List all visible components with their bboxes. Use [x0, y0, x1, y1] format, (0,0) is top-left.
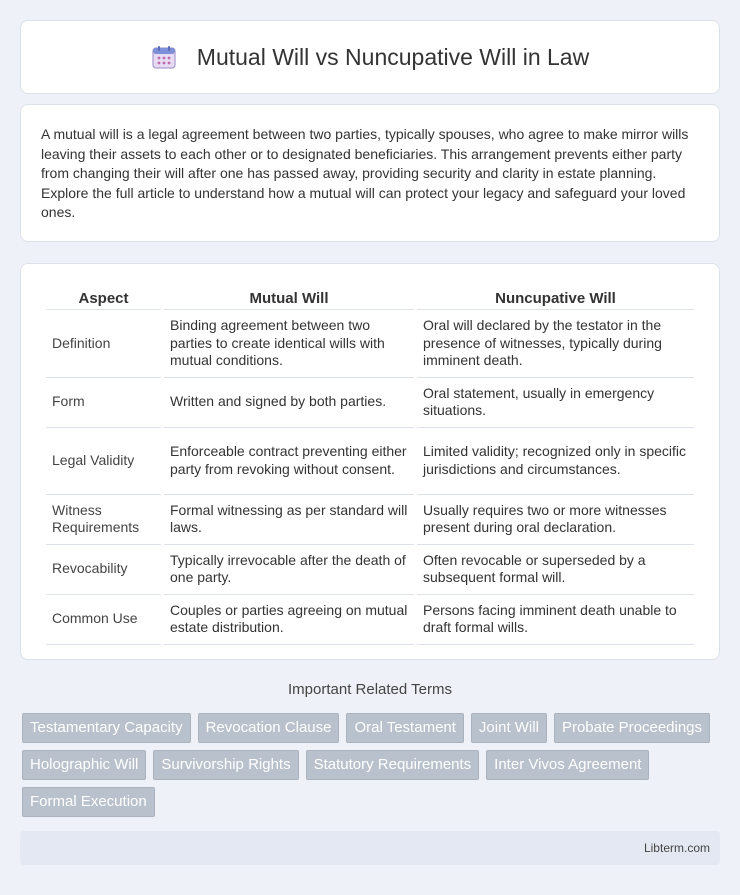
related-term-tag[interactable]: Probate Proceedings: [554, 713, 710, 743]
table-row: [46, 378, 694, 428]
footer-site-link[interactable]: Libterm.com: [643, 841, 710, 855]
nuncupative-will-cell: Oral statement, usually in emergency situations.: [417, 378, 694, 428]
comparison-card: [20, 263, 720, 660]
column-header-mutual-will: Mutual Will: [164, 284, 414, 310]
related-term-tag[interactable]: Joint Will: [471, 713, 547, 743]
table-row: [46, 428, 694, 495]
intro-paragraph: A mutual will is a legal agreement between two parties, typically spouses, who agree to make mirror wills leaving their assets to each other or to designated beneficiaries. This arrangement prevents either party from changing their will after one has passed away, providing security and clarity in estate planning. Explore the full article to understand how a mutual will can protect your legacy and safeguard your loved ones.: [41, 126, 689, 220]
related-term-tag[interactable]: Statutory Requirements: [306, 750, 480, 780]
mutual-will-cell: Couples or parties agreeing on mutual estate distribution.: [164, 595, 414, 645]
related-term-tag[interactable]: Revocation Clause: [198, 713, 340, 743]
related-term-tag[interactable]: Holographic Will: [22, 750, 146, 780]
aspect-cell: Form: [46, 378, 161, 428]
table-row: [46, 545, 694, 595]
related-term-tag[interactable]: Testamentary Capacity: [22, 713, 191, 743]
aspect-cell: Revocability: [46, 545, 161, 595]
related-terms-heading: Important Related Terms: [288, 681, 452, 698]
related-terms-list: [22, 713, 722, 824]
related-term-tag[interactable]: Inter Vivos Agreement: [486, 750, 649, 780]
title-card: [20, 20, 720, 94]
nuncupative-will-cell: Limited validity; recognized only in specific jurisdictions and circumstances.: [417, 428, 694, 495]
table-row: [46, 310, 694, 378]
aspect-cell: Legal Validity: [46, 428, 161, 495]
calendar-icon: [151, 44, 177, 70]
mutual-will-cell: Typically irrevocable after the death of one party.: [164, 545, 414, 595]
footer: [20, 831, 720, 865]
mutual-will-cell: Enforceable contract preventing either party from revoking without consent.: [164, 428, 414, 495]
related-term-tag[interactable]: Survivorship Rights: [153, 750, 298, 780]
aspect-cell: Definition: [46, 310, 161, 378]
column-header-aspect: Aspect: [46, 284, 161, 310]
page-title: Mutual Will vs Nuncupative Will in Law: [196, 43, 590, 70]
aspect-cell: Witness Requirements: [46, 495, 161, 545]
mutual-will-cell: Binding agreement between two parties to create identical wills with mutual conditions.: [164, 310, 414, 378]
nuncupative-will-cell: Persons facing imminent death unable to draft formal wills.: [417, 595, 694, 645]
column-header-nuncupative-will: Nuncupative Will: [417, 284, 694, 310]
mutual-will-cell: Written and signed by both parties.: [164, 378, 414, 428]
related-term-tag[interactable]: Formal Execution: [22, 787, 155, 817]
table-row: [46, 595, 694, 645]
table-header-row: [46, 284, 694, 310]
nuncupative-will-cell: Often revocable or superseded by a subsequent formal will.: [417, 545, 694, 595]
table-row: [46, 495, 694, 545]
intro-card: [20, 104, 720, 242]
aspect-cell: Common Use: [46, 595, 161, 645]
related-term-tag[interactable]: Oral Testament: [346, 713, 463, 743]
nuncupative-will-cell: Usually requires two or more witnesses present during oral declaration.: [417, 495, 694, 545]
comparison-table: [43, 284, 697, 645]
nuncupative-will-cell: Oral will declared by the testator in the presence of witnesses, typically during imminent death.: [417, 310, 694, 378]
mutual-will-cell: Formal witnessing as per standard will laws.: [164, 495, 414, 545]
